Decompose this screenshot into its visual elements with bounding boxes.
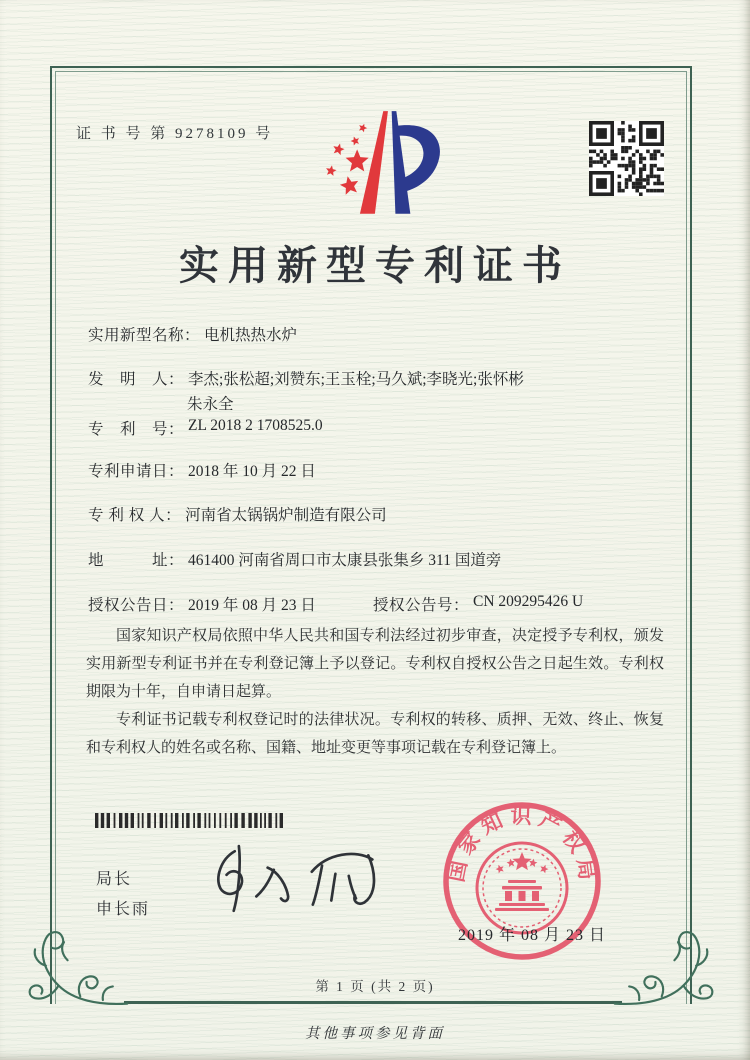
signer-role: 局长 <box>96 871 133 888</box>
legal-paragraph: 国家知识产权局依照中华人民共和国专利法经过初步审查，决定授予专利权，颁发实用新型专利证书并在专利登记簿上予以登记。专利权自授权公告之日起生效。专利权期限为十年，自申请日起算。 <box>86 628 664 700</box>
seal-date: 2019 年 08 月 23 日 <box>458 927 607 944</box>
field-value: 2019 年 08 月 23 日 <box>188 597 316 614</box>
field-value: 2018 年 10 月 22 日 <box>188 463 316 480</box>
field-patent-number <box>88 417 323 439</box>
page-number: 第 1 页 (共 2 页) <box>315 979 435 994</box>
field-utility-model-name <box>88 323 297 345</box>
certificate-title: 实用新型专利证书 <box>179 243 571 288</box>
field-inventors-line2 <box>183 392 234 414</box>
field-label: 专 利 号： <box>88 421 185 438</box>
field-value: ZL 2018 2 1708525.0 <box>188 417 323 434</box>
qr-code <box>589 121 664 196</box>
field-label: 授权公告日： <box>88 597 185 614</box>
field-value: 电机热热水炉 <box>204 327 298 344</box>
certificate-border-bottom <box>124 1001 622 1004</box>
signer-name: 申长雨 <box>96 901 151 918</box>
national-emblem-icon <box>477 843 567 933</box>
field-filing-date <box>88 459 316 481</box>
field-label: 发 明 人： <box>88 371 185 388</box>
seal-text: 国家知识产权局 <box>443 803 601 888</box>
field-label: 专 利 权 人： <box>88 507 182 524</box>
cnipa-logo-icon <box>303 101 443 223</box>
field-label: 实用新型名称： <box>88 327 201 344</box>
field-label: 授权公告号： <box>373 597 470 614</box>
field-value: CN 209295426 U <box>473 593 584 610</box>
field-label: 专利申请日： <box>88 463 185 480</box>
legal-text <box>86 622 664 762</box>
field-grant-number <box>373 593 583 615</box>
field-address <box>88 548 501 570</box>
field-inventors <box>88 367 524 389</box>
field-grant-date <box>88 593 316 615</box>
field-value: 李杰;张松超;刘赞东;王玉栓;马久斌;李晓光;张怀彬 <box>188 371 524 388</box>
corner-flourish-icon <box>26 922 130 1012</box>
field-patentee <box>88 503 387 525</box>
commissioner-signature <box>206 842 396 918</box>
field-label: 地 址： <box>88 552 185 569</box>
field-value: 河南省太锅锅炉制造有限公司 <box>185 507 387 524</box>
field-value: 朱永全 <box>187 396 234 413</box>
svg-text:国家知识产权局 <box>444 804 600 887</box>
back-note: 其他事项参见背面 <box>305 1026 445 1042</box>
field-value: 461400 河南省周口市太康县张集乡 311 国道旁 <box>188 552 502 569</box>
legal-paragraph: 专利证书记载专利权登记时的法律状况。专利权的转移、质押、无效、终止、恢复和专利权人的姓名或名称、国籍、地址变更等事项记载在专利登记簿上。 <box>86 712 664 756</box>
corner-flourish-icon <box>612 922 716 1012</box>
barcode <box>95 813 285 828</box>
certificate-number: 证 书 号 第 9278109 号 <box>76 126 274 142</box>
